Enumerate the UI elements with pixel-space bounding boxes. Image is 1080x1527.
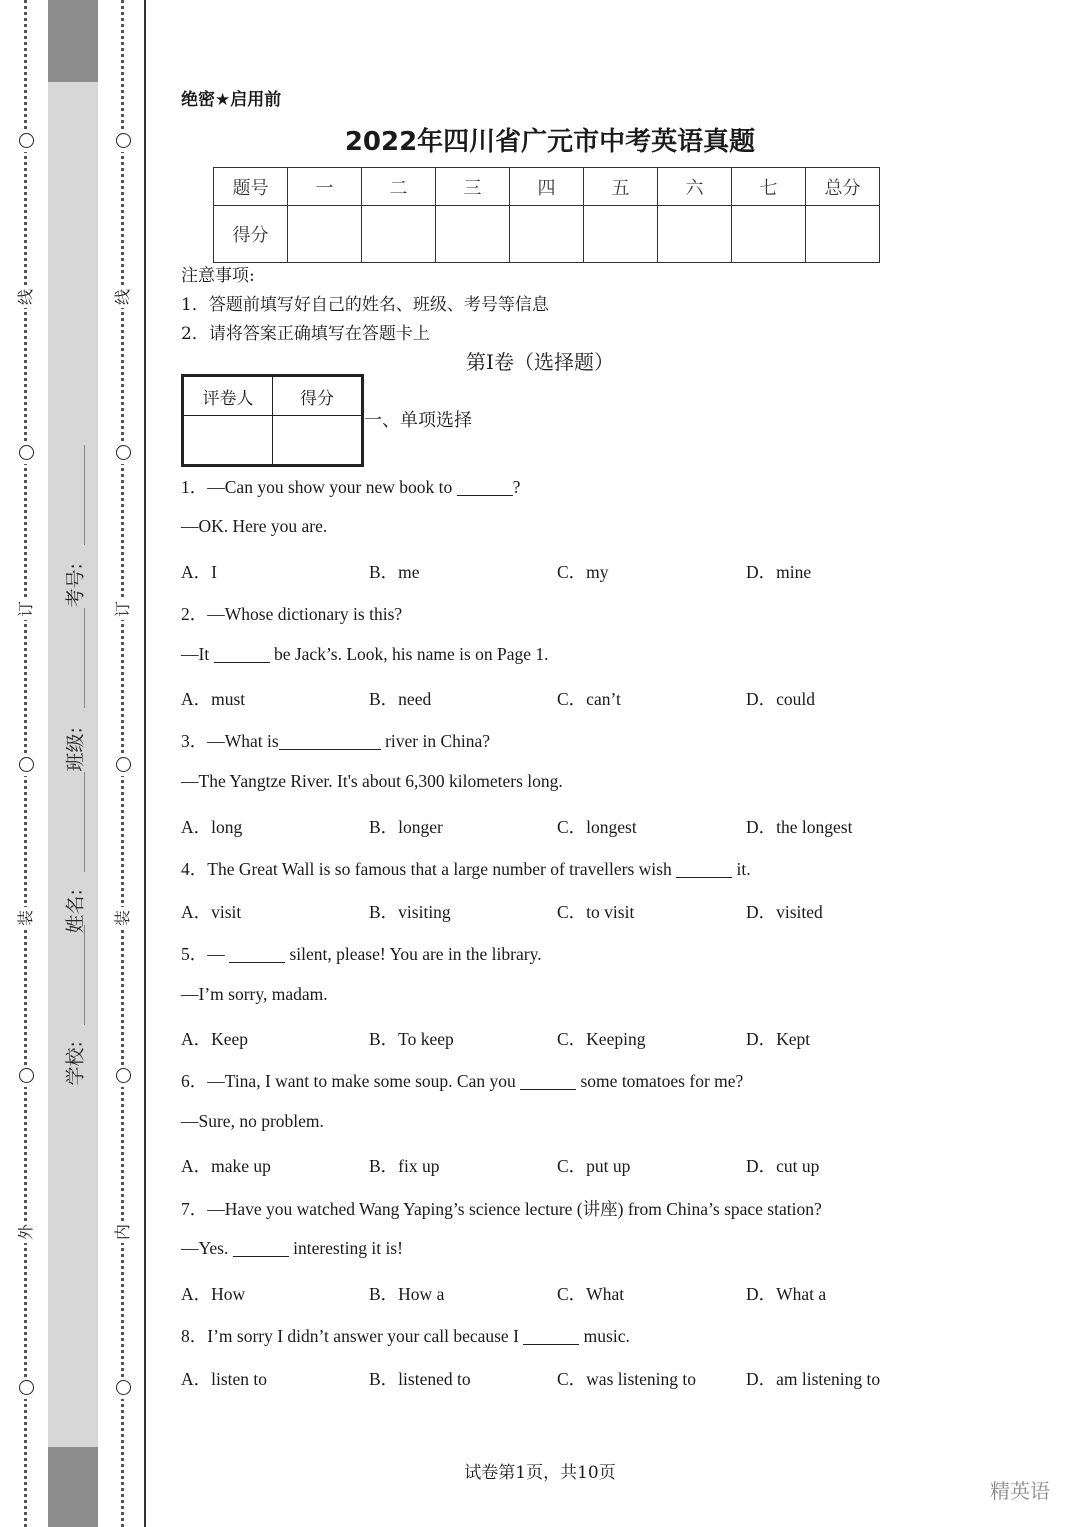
stem-text: some tomatoes for me? <box>576 1071 744 1091</box>
circle-icon <box>15 1065 37 1087</box>
question-stem <box>181 941 542 966</box>
score-cell <box>584 206 658 263</box>
score-row-label: 得分 <box>214 206 288 263</box>
outer-mark-ding: 订 <box>15 598 37 620</box>
option-a: A．I <box>181 562 217 582</box>
stem-text: 6．—Tina, I want to make some soup. Can you <box>181 1071 521 1091</box>
score-header-cell: 总分 <box>806 168 880 206</box>
school-line <box>84 925 85 1025</box>
inner-mark-nei: 内 <box>112 1221 134 1243</box>
option-b: B．fix up <box>369 1156 440 1176</box>
stem-text: be Jack’s. Look, his name is on Page 1. <box>269 644 549 664</box>
option-a: A．listen to <box>181 1369 268 1389</box>
stem-text: 3．—What is <box>181 731 279 751</box>
score-header-cell: 七 <box>732 168 806 206</box>
label-exam-number: 考号: <box>64 563 87 608</box>
notes <box>181 262 549 349</box>
circle-icon <box>112 130 134 152</box>
notes-title: 注意事项: <box>181 266 255 286</box>
option-a: A．How <box>181 1284 246 1304</box>
watermark: 精英语 <box>990 1479 1050 1503</box>
margin-rule <box>144 0 146 1527</box>
answer-blank <box>229 945 285 964</box>
circle-icon <box>15 442 37 464</box>
stem-text: 4．The Great Wall is so famous that a large number of travellers wish <box>181 859 677 879</box>
outer-mark-xian: 线 <box>15 286 37 308</box>
binding-bar-bottom <box>48 1447 98 1527</box>
question-stem <box>181 728 490 753</box>
option-b: B．longer <box>369 817 443 837</box>
option-d: D．What a <box>746 1284 827 1304</box>
option-c: C．was listening to <box>557 1369 697 1389</box>
stem-text: interesting it is! <box>288 1238 403 1258</box>
question-reply: —I’m sorry, madam. <box>181 984 328 1004</box>
score-header-cell: 三 <box>436 168 510 206</box>
option-d: D．Kept <box>746 1029 811 1049</box>
score-cell <box>658 206 732 263</box>
inner-mark-zhuang: 装 <box>112 907 134 929</box>
stem-text: —Yes. <box>181 1238 233 1258</box>
inner-mark-ding: 订 <box>112 598 134 620</box>
answer-blank <box>457 478 513 497</box>
circle-icon <box>112 442 134 464</box>
circle-icon <box>15 130 37 152</box>
answer-blank <box>676 860 732 879</box>
page-footer: 试卷第1页，共10页 <box>464 1463 616 1483</box>
label-name: 姓名: <box>64 889 87 934</box>
option-d: D．am listening to <box>746 1369 881 1389</box>
option-b: B．How a <box>369 1284 445 1304</box>
circle-icon <box>112 1065 134 1087</box>
question-reply <box>181 644 549 665</box>
grader-header-cell: 得分 <box>273 376 363 416</box>
answer-blank <box>279 732 381 751</box>
option-c: C．to visit <box>557 902 635 922</box>
grader-cell <box>183 416 273 466</box>
circle-icon <box>112 1377 134 1399</box>
score-cell <box>510 206 584 263</box>
page-title: 2022年四川省广元市中考英语真题 <box>344 127 756 157</box>
stem-text: 5．— <box>181 944 230 964</box>
question-stem: 2．—Whose dictionary is this? <box>181 604 403 624</box>
note-item: 2．请将答案正确填写在答题卡上 <box>181 324 430 344</box>
option-c: C．put up <box>557 1156 631 1176</box>
outer-mark-zhuang: 装 <box>15 907 37 929</box>
answer-blank <box>520 1072 576 1091</box>
option-c: C．What <box>557 1284 625 1304</box>
grader-table <box>181 374 364 467</box>
option-a: A．long <box>181 817 243 837</box>
stem-text: ? <box>512 477 521 497</box>
answer-blank <box>523 1327 579 1346</box>
option-a: A．must <box>181 689 246 709</box>
question-reply <box>181 1238 403 1259</box>
score-header-cell: 六 <box>658 168 732 206</box>
option-d: D．visited <box>746 902 823 922</box>
binding-bar-top <box>48 0 98 82</box>
option-a: A．visit <box>181 902 242 922</box>
question-reply: —OK. Here you are. <box>181 516 328 536</box>
option-d: D．mine <box>746 562 812 582</box>
option-b: B．need <box>369 689 432 709</box>
exam-number-line <box>84 445 85 545</box>
score-header-cell: 一 <box>288 168 362 206</box>
score-header-cell: 题号 <box>214 168 288 206</box>
option-b: B．visiting <box>369 902 451 922</box>
option-b: B．To keep <box>369 1029 454 1049</box>
stem-text: river in China? <box>380 731 491 751</box>
grader-cell <box>273 416 363 466</box>
option-c: C．my <box>557 562 609 582</box>
stem-text: silent, please! You are in the library. <box>285 944 542 964</box>
stem-text: it. <box>732 859 751 879</box>
question-stem <box>181 1323 630 1348</box>
label-class: 班级: <box>64 727 87 772</box>
question-reply: —Sure, no problem. <box>181 1111 324 1131</box>
question-reply: —The Yangtze River. It's about 6,300 kilometers long. <box>181 771 563 791</box>
question-stem <box>181 474 520 499</box>
option-d: D．could <box>746 689 816 709</box>
option-b: B．listened to <box>369 1369 471 1389</box>
score-cell <box>806 206 880 263</box>
option-d: D．the longest <box>746 817 853 837</box>
section-title: 一、单项选择 <box>364 410 472 431</box>
score-cell <box>732 206 806 263</box>
secret-mark: 绝密★启用前 <box>181 90 282 110</box>
stem-text: music. <box>579 1326 630 1346</box>
option-b: B．me <box>369 562 420 582</box>
answer-blank <box>214 645 270 664</box>
circle-icon <box>15 754 37 776</box>
score-table <box>213 167 880 263</box>
stem-text: 1．—Can you show your new book to <box>181 477 457 497</box>
circle-icon <box>15 1377 37 1399</box>
name-line <box>84 772 85 872</box>
answer-blank <box>233 1239 289 1258</box>
score-header-cell: 五 <box>584 168 658 206</box>
label-school: 学校: <box>64 1041 87 1086</box>
score-cell <box>288 206 362 263</box>
part-title: 第I卷（选择题） <box>466 350 614 374</box>
stem-text: 8．I’m sorry I didn’t answer your call because I <box>181 1326 524 1346</box>
question-stem <box>181 1068 743 1093</box>
score-cell <box>436 206 510 263</box>
score-header-cell: 四 <box>510 168 584 206</box>
inner-mark-xian: 线 <box>112 286 134 308</box>
grader-header-cell: 评卷人 <box>183 376 273 416</box>
option-a: A．Keep <box>181 1029 249 1049</box>
option-c: C．Keeping <box>557 1029 646 1049</box>
option-a: A．make up <box>181 1156 271 1176</box>
option-c: C．can’t <box>557 689 621 709</box>
outer-mark-wai: 外 <box>15 1221 37 1243</box>
circle-icon <box>112 754 134 776</box>
option-d: D．cut up <box>746 1156 820 1176</box>
stem-text: —It <box>181 644 214 664</box>
score-cell <box>362 206 436 263</box>
question-stem: 7．—Have you watched Wang Yaping’s science lecture (讲座) from China’s space station? <box>181 1199 822 1219</box>
note-item: 1．答题前填写好自己的姓名、班级、考号等信息 <box>181 295 549 315</box>
class-line <box>84 608 85 708</box>
score-header-cell: 二 <box>362 168 436 206</box>
option-c: C．longest <box>557 817 637 837</box>
question-stem <box>181 856 751 881</box>
